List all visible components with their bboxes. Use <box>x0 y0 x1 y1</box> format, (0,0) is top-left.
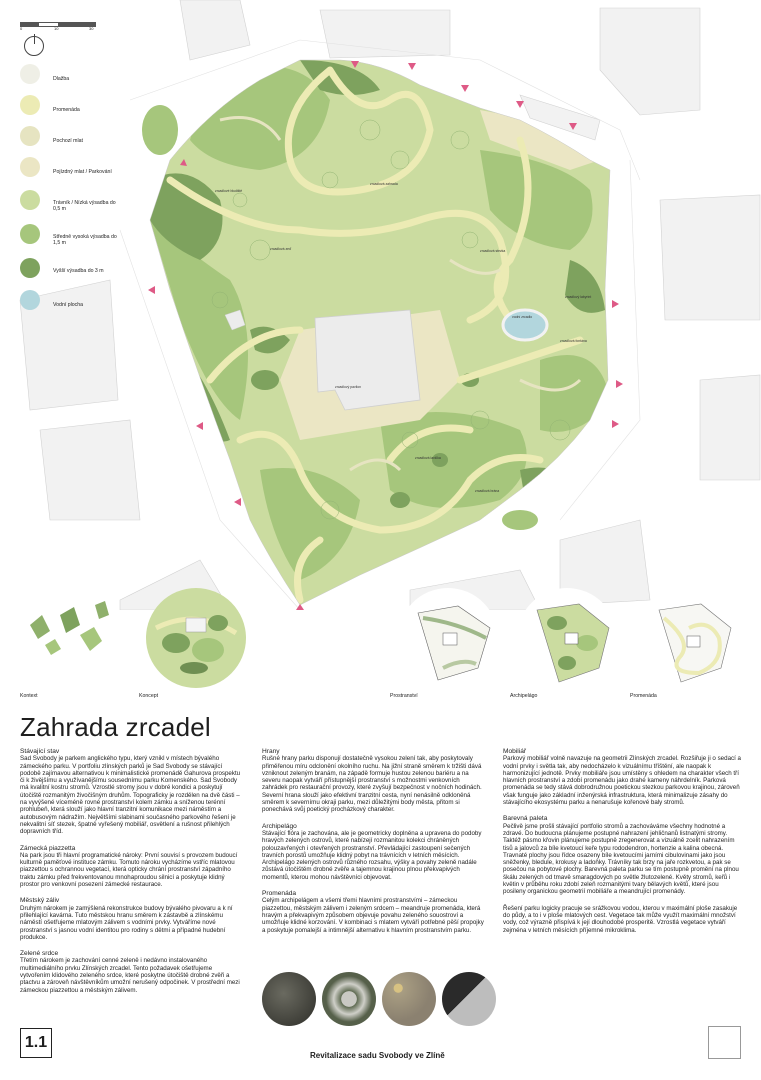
plan-label: zrcadlová zahrada <box>370 182 398 186</box>
north-arrow-icon <box>24 36 44 56</box>
plan-label: vodní zrcadlo <box>512 315 533 319</box>
diagram-label: Promenáda <box>630 693 657 699</box>
text-column-2 <box>262 748 486 943</box>
stamp-box <box>708 1026 741 1059</box>
scale-tick-label: 10 <box>54 26 59 31</box>
outer-planting <box>142 105 178 155</box>
material-photo-gravel <box>382 972 436 1026</box>
concept-sketch <box>146 588 246 688</box>
scale-tick-label: 30 <box>89 26 94 31</box>
section-heading: Zámecká piazzetta <box>20 844 76 852</box>
legend-label: Pojízdný mlat / Parkování <box>53 169 112 175</box>
plan-label: zrcadlová brána <box>475 489 500 493</box>
section-text: Celým archipelágem a všemi třemi hlavními prostranstvími – zámeckou piazzettou, městským zálivem i zeleným srdcem – meandruje promenáda, která hravým a překvapivým způsobem objevuje povahu zeleného souostroví a umožňuje klidné korzování. V kombinaci s mlatem vytváří potřebné pěší propojky a poskytuje pomalejší a intimnější alternativu k hlavním prostranstvím parku. <box>262 897 484 934</box>
diagram-label: Kontext <box>20 693 38 699</box>
section-heading: Stávající stav <box>20 748 60 755</box>
plan-label: zrcadlová fontána <box>560 339 587 343</box>
legend-swatch <box>20 224 40 244</box>
section-heading: Promenáda <box>262 890 297 898</box>
section-heading: Mobiliář <box>503 748 527 755</box>
section-heading: Barevná paleta <box>503 815 548 823</box>
legend-label: Středně vysoká výsadba do 1,5 m <box>53 234 117 247</box>
legend-swatch <box>20 95 40 115</box>
section-text: Rušné hrany parku disponují dostatečně vysokou zelení tak, aby poskytovaly přiměřenou míru odclonění okolního ruchu. Na jižní straně směrem k tržišti dává vzniknout zeleným branám, na západě formuje hustou zelenou bariéru a na severu naopak vytváří přístupnější prostranství s možnostmi venkovních zahrádek pro restaurační provozy, které zvyšují bezpečnost v nočních hodinách. Severní hrana slouží jako efektivní tranzitní cesta, nyní nenásilně odkloněná směrem k severnímu okraji parku, mezi důležitými body města, přitom si ponechává svůj poetický procházkový charakter. <box>262 755 482 814</box>
material-photo-stones <box>262 972 316 1026</box>
legend-swatch <box>20 157 40 177</box>
promenade-sketch <box>639 588 739 688</box>
page-number: 1.1 <box>20 1028 52 1058</box>
section-heading: Hrany <box>262 748 280 755</box>
legend-label: Vyšší výsadba do 3 m <box>53 268 104 274</box>
concept-diagram <box>146 588 246 688</box>
plan-label: zrcadlový labyrint <box>565 295 592 299</box>
material-photo-paving <box>322 972 376 1026</box>
text-column-3 <box>503 748 741 943</box>
context-diagram <box>20 595 115 665</box>
section-text: Stávající flóra je zachována, ale je geometricky doplněna a upravena do podoby hravých zelených ostrovů, které nabízejí rozmanitou kolekci chráněných polouzavřených i otevřených prostranství. Převládající zastoupení sečených travních porostů umožňuje klidný pobyt na trávnících v letních měsících. Archipelágo zelených ostrovů různého rozsahu, výšky a povahy zeleně nadále zůstává útočištěm drobné zvěře a tajemnou krajinou plnou překvapivých momentů, kterou mohou návštěvníci objevovat. <box>262 829 482 881</box>
plan-label: zrcadlový pavilon <box>335 385 362 389</box>
diagram-label: Archipelágo <box>510 693 538 699</box>
legend-label: Vodní plocha <box>53 302 83 308</box>
text-column-1 <box>20 748 244 1003</box>
material-photo-edge <box>442 972 496 1026</box>
section-text: Parkový mobiliář volně navazuje na geometrii Zlínských zrcadel. Rozšiřuje ji o sedací a vodní prvky i světla tak, aby nedocházelo k vizuálnímu tříštění, ale naopak k harmonizující jednotě. Prvky mobiliáře jsou umístěny s ohledem na charakter všech tří hlavních prostranství a zdobí promenádu jako drahé kameny náhrdelník. Parková promenáda se tedy stává dobrodružnou poetickou stezkou parkovou krajinou, zároveň však funguje jako základní inženýrská infrastruktura, která minimalizuje zásahy do stávajícího ekosystému parku a nenarušuje kořenové baly stromů. <box>503 755 741 807</box>
legend-swatch <box>20 258 40 278</box>
section-heading: Archipelágo <box>262 822 297 830</box>
legend-label: Trávník / Nízká výsadba do 0,5 m <box>53 200 116 213</box>
legend-label: Dlažba <box>53 76 70 82</box>
prostranstvi-sketch <box>398 588 498 688</box>
outer-planting <box>502 510 538 530</box>
archipelago-diagram <box>517 588 617 688</box>
footer-title: Revitalizace sadu Svobody ve Zlíně <box>310 1051 445 1060</box>
plan-label: zrcadlové bludiště <box>215 189 243 193</box>
section-text: Třetím nárokem je zachování cenné zeleně i nedávno instalovaného multimediálního prvku Zlínských zrcadel. Tento požadavek ošetřujeme vytvořením klidového zeleného srdce, které poskytne útočiště drobné zvěři a ptactvu a zároveň návštěvníkům umožní nerušený odpočinek. V prostřední mezi zámeckou piazzettou a městským zálivem. <box>20 957 240 994</box>
section-heading: Zelené srdce <box>20 950 59 958</box>
promenade-diagram <box>639 588 739 688</box>
section-text: Řešení parku logicky pracuje se srážkovou vodou, kterou v maximální ploše zasakuje do půdy, a to i v ploše mlatových cest. Vegetace tak může využít maximální množství vody, což výrazně přispívá k její dlouhodobé prosperitě. Vzrostlá vegetace vytváří zejména v letních měsících příjemné mikroklima. <box>503 904 738 934</box>
legend-label: Pochozí mlat <box>53 138 83 144</box>
diagram-label: Prostranství <box>390 693 418 699</box>
section-text: Druhým nárokem je zamýšlená rekonstrukce budovy bývalého pivovaru a k ní přilehlající kavárna. Tuto městskou hranu směrem k zástavbě a zlínskému náměstí ošetřujeme mlatovým zálivem s vodními prvky. Vytváříme nové prostranství s jasnou vodní identitou pro rodiny s dětmi a případné hudební produkce. <box>20 904 233 941</box>
plan-label: zrcadlová stezka <box>480 249 506 253</box>
legend-label: Promenáda <box>53 107 80 113</box>
legend-swatch <box>20 64 40 84</box>
legend-swatch <box>20 126 40 146</box>
scale-tick-label: 0 <box>20 26 23 31</box>
section-heading: Městský záliv <box>20 897 60 905</box>
context-sketch <box>20 595 115 665</box>
plan-label: zrcadlová lavička <box>415 456 441 460</box>
diagram-label: Koncept <box>139 693 159 699</box>
poster-title: Zahrada zrcadel <box>20 712 211 742</box>
prostranstvi-diagram <box>398 588 498 688</box>
legend-swatch <box>20 190 40 210</box>
section-text: Sad Svobody je parkem anglického typu, který vznikl v místech bývalého zámeckého parku. V portfoliu zlínských parků je Sad Svobody se stávající podobě zajímavou alternativou k minimalistické promenádě Gahurova prospektu či k živějšímu a využívanějšímu sousednímu parku Komenského. Sad Svobody má kvalitní kostru stromů. Vzrostlé stromy jsou v dobré kondici a poskytují útočiště rozmanitým živočišným druhům. Topograficky je rozdělen na dvě části – na vyvýšené víceméně rovné prostranství kolem zámku a sníženou terénní prohlubeň, která slouží jako hlavní tranzitní komunikace mezi náměstím a autobusovým nádražím. Největšími slabinami současného parkového řešení je nekvalitní síť stezek, špatně vyřešený mobiliář, osvětlení a rušnost přilehlých dopravních tříd. <box>20 755 241 836</box>
archipelago-sketch <box>517 588 617 688</box>
legend-swatch <box>20 290 40 310</box>
section-text: Na park jsou tři hlavní programatické nároky: První souvisí s provozem budoucí kulturně paměťové instituce zámku. Tomuto nároku vycházíme vstříc mlatovou piazzettou s ochrannou vegetací, která opticky chrání prostranství západního traktu zámku před frekventovanou mnohaproudou silnicí a poskytuje klidný prostor pro venkovní posezení zámecké restaurace. <box>20 851 238 889</box>
plan-label: zrcadlová zeď <box>270 247 292 251</box>
section-text: Pečlivě jsme prošli stávající portfolio stromů a zachováváme všechny hodnotné a zdravé. Do budoucna plánujeme postupné nahrazení jehličnanů listnatými stromy. Taktéž pásmo křovin plánujeme postupně zregenerovat a vizuálně zcelit nahrazením tisů a jalovců za bíle kvetoucí keře typu rododendron, hortenzie a kalina obecná. Travnaté plochy jsou řídce osazeny bíle kvetoucími jarními cibulovinami jako jsou sněženky, bledule, krokusy a ladoňky. Trávníky tak brzy na jaře rozkvetou, a pak se posečou na pobytové plochy. Barevná paleta parku se tím postupně promění na plnou škálu zelených od tmavě smaragdových po světle žlutozelené. Květy stromů, keřů i květin v průběhu roku zdobí zeleň rozmanitými tvary bělavých květů, které jsou posileny organickou geometrií mobiliáře a meandrující promenády. <box>503 822 739 896</box>
